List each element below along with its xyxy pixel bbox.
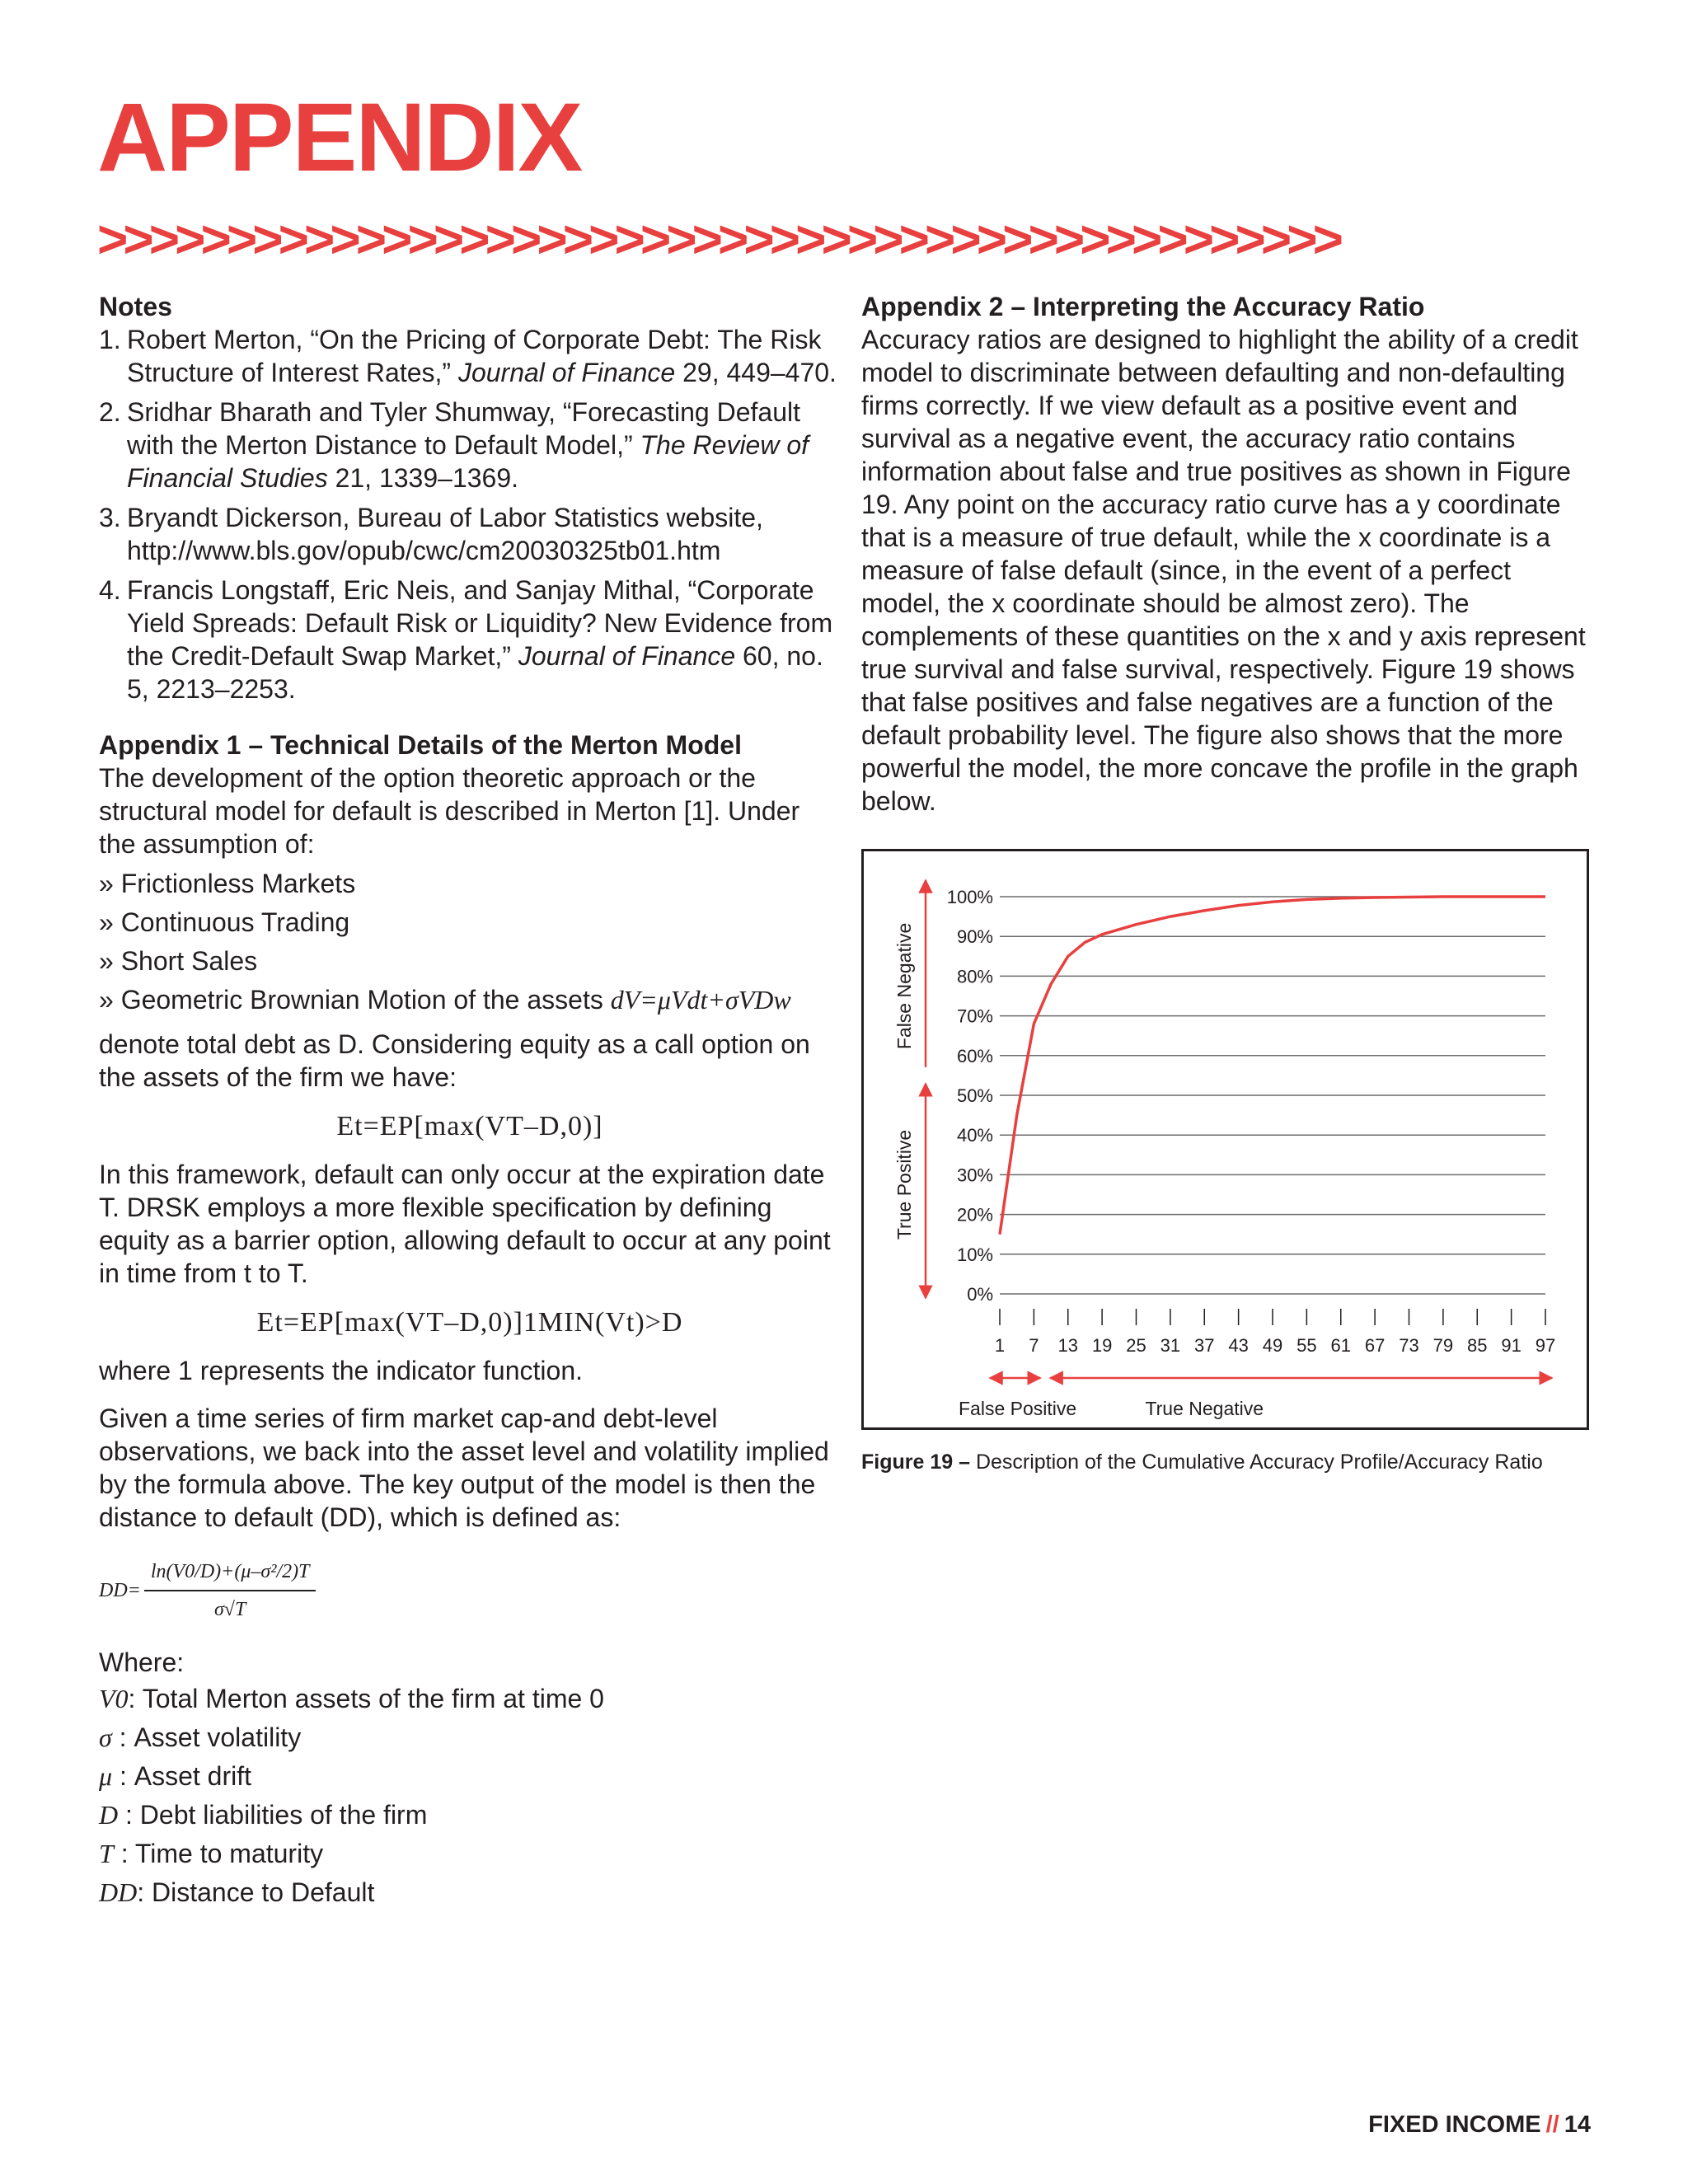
note-journal: Journal of Finance	[457, 358, 676, 387]
x-tick-label: 37	[1194, 1335, 1215, 1356]
y-tick-label: 0%	[967, 1284, 993, 1305]
appendix1-para3: In this framework, default can only occur at the expiration date T. DRSK employs a more flexible specification by defining equity as a barrier option, allowing default to occur at any point in time from t to T.	[99, 1160, 831, 1288]
note-citation: 21, 1339–1369.	[327, 463, 519, 493]
appendix2-heading: Appendix 2 – Interpreting the Accuracy Ratio	[861, 292, 1425, 321]
definition-symbol: T	[99, 1839, 114, 1868]
definition-text: : Asset volatility	[111, 1722, 302, 1752]
definitions-list	[99, 1682, 841, 1909]
x-tick-label: 7	[1029, 1335, 1039, 1356]
x-tick-label: 49	[1262, 1335, 1283, 1356]
notes-heading: Notes	[99, 292, 172, 321]
note-citation: 60, no. 5, 2213–2253.	[127, 641, 823, 704]
x-tick-label: 13	[1057, 1335, 1078, 1356]
y-tick-label: 90%	[956, 926, 993, 948]
definition-text: : Time to maturity	[113, 1839, 324, 1868]
definition-text: : Distance to Default	[137, 1877, 375, 1907]
x-tick-label: 85	[1467, 1335, 1488, 1356]
page-title: APPENDIX	[97, 83, 582, 192]
appendix1-heading: Appendix 1 – Technical Details of the Merton Model	[99, 730, 742, 760]
appendix1-section	[99, 729, 841, 1909]
note-item	[99, 501, 841, 567]
definition-symbol: DD	[99, 1877, 138, 1907]
definition-symbol: σ	[99, 1722, 112, 1752]
definition-item	[99, 1837, 841, 1870]
x-tick-label: 25	[1126, 1335, 1146, 1356]
x-tick-label: 1	[994, 1335, 1006, 1356]
x-tick-label: 79	[1432, 1335, 1454, 1356]
appendix2-body: Accuracy ratios are designed to highlight the ability of a credit model to discriminate between defaulting and non-defaulting firms correctly. If we view default as a positive event and survival as a negative event, the accuracy ratio contains information about false and true positives as shown in Figure 19. Any point on the accuracy ratio curve has a y coordinate that is a measure of true default, while the x coordinate is a measure of false default (since, in the event of a perfect model, the x coordinate should be almost zero). The complements of these quantities on the x and y axis represent true survival and false survival, respectively. Figure 19 shows that false positives and false negatives are a function of the default probability level. The figure also shows that the more powerful the model, the more concave the profile in the graph below.	[861, 325, 1586, 816]
equity-formula: Et=EP[max(VT–D,0)]	[336, 1111, 603, 1141]
barrier-formula: Et=EP[max(VT–D,0)]1MIN(Vt)>D	[256, 1307, 683, 1338]
y-tick-label: 50%	[956, 1085, 993, 1106]
note-journal: The Review of Financial Studies	[127, 430, 809, 493]
x-tick-label: 55	[1296, 1335, 1317, 1356]
definition-text: : Debt liabilities of the firm	[118, 1800, 428, 1830]
x-tick-label: 43	[1228, 1335, 1249, 1356]
note-text: Francis Longstaff, Eric Neis, and Sanjay Mithal, “Corporate Yield Spreads: Default Risk or Liquidity? New Evidence from the Credit-Default Swap Market,”	[127, 575, 833, 671]
y-tick-label: 20%	[956, 1204, 993, 1226]
note-item	[99, 574, 841, 705]
note-number: 2.	[99, 397, 121, 427]
x-label-left: False Positive	[959, 1398, 1077, 1419]
y-tick-label: 80%	[956, 966, 993, 987]
assumption-item: » Frictionless Markets	[99, 869, 356, 898]
page-number: 14	[1564, 2111, 1591, 2138]
accuracy-curve	[1000, 897, 1545, 1235]
dd-denominator: σ√T	[213, 1599, 246, 1620]
x-tick-label: 19	[1091, 1335, 1113, 1356]
dd-numerator: ln(V0/D)+(μ–σ²/2)T	[144, 1555, 316, 1591]
note-item	[99, 396, 841, 494]
definition-item	[99, 1876, 841, 1909]
footer-section: FIXED INCOME	[1368, 2111, 1541, 2138]
definition-item	[99, 1760, 841, 1793]
y-tick-label: 60%	[956, 1045, 993, 1066]
x-tick-label: 31	[1160, 1335, 1181, 1356]
definition-symbol: V0	[99, 1684, 129, 1713]
note-number: 3.	[99, 503, 121, 532]
where-label: Where:	[99, 1647, 185, 1677]
chevron-divider: >>>>>>>>>>>>>>>>>>>>>>>>>>>>>>>>>>>>>>>>>>>>>>>>	[97, 216, 1339, 262]
y-tick-label: 30%	[956, 1165, 993, 1186]
dd-fraction	[144, 1555, 316, 1626]
definition-item	[99, 1682, 841, 1715]
y-tick-label: 10%	[956, 1244, 993, 1265]
notes-list	[99, 323, 841, 705]
footer-separator: //	[1545, 2111, 1559, 2138]
assumption-item: » Short Sales	[99, 946, 258, 976]
dd-lhs: DD=	[99, 1580, 141, 1601]
note-text: Bryandt Dickerson, Bureau of Labor Statistics website, http://www.bls.gov/opub/cwc/cm20030325tb01.htm	[127, 503, 763, 565]
assumption-item: » Continuous Trading	[99, 907, 350, 937]
note-journal: Journal of Finance	[518, 641, 736, 671]
appendix1-para2: denote total debt as D. Considering equity as a call option on the assets of the firm we have:	[99, 1029, 810, 1092]
assumption-text: » Geometric Brownian Motion of the assets	[99, 985, 611, 1015]
note-item	[99, 323, 841, 389]
y-tick-label: 40%	[956, 1125, 993, 1146]
definition-text: : Asset drift	[112, 1761, 251, 1791]
x-tick-label: 91	[1501, 1335, 1522, 1356]
definition-item	[99, 1798, 841, 1831]
note-text: Sridhar Bharath and Tyler Shumway, “Forecasting Default with the Merton Distance to Default Model,”	[127, 397, 800, 460]
note-citation: 29, 449–470.	[675, 358, 837, 387]
x-tick-label: 67	[1364, 1335, 1386, 1356]
y-tick-label: 100%	[946, 887, 993, 907]
figure-caption	[861, 1451, 1543, 1474]
x-tick-label: 61	[1330, 1335, 1351, 1356]
dd-formula	[99, 1555, 841, 1626]
page-footer	[1368, 2111, 1591, 2139]
y-label-upper: False Negative	[893, 922, 915, 1050]
definition-symbol: D	[99, 1800, 119, 1830]
y-tick-label: 70%	[956, 1005, 993, 1027]
x-label-right: True Negative	[1145, 1398, 1264, 1419]
accuracy-chart-svg	[864, 851, 1587, 1427]
left-column	[99, 290, 841, 1915]
definition-symbol: μ	[99, 1761, 113, 1791]
note-number: 1.	[99, 325, 121, 354]
appendix1-para4: where 1 represents the indicator function.	[99, 1356, 583, 1385]
assumption-item	[99, 983, 841, 1016]
accuracy-chart	[861, 849, 1589, 1430]
x-tick-label: 73	[1399, 1335, 1419, 1356]
appendix1-intro: The development of the option theoretic approach or the structural model for default is described in Merton [1]. Under the assumption of:	[99, 763, 800, 859]
definition-item	[99, 1721, 841, 1754]
note-text: Robert Merton, “On the Pricing of Corporate Debt: The Risk Structure of Interest Rates,”	[127, 325, 822, 387]
y-label-lower: True Positive	[893, 1129, 915, 1240]
definition-text: : Total Merton assets of the firm at time 0	[128, 1684, 604, 1713]
caption-text: Description of the Cumulative Accuracy Profile/Accuracy Ratio	[970, 1451, 1543, 1474]
right-column	[861, 290, 1591, 818]
x-tick-label: 97	[1535, 1335, 1556, 1356]
note-number: 4.	[99, 575, 121, 605]
assumption-list	[99, 867, 841, 1016]
appendix1-para5: Given a time series of firm market cap-and debt-level observations, we back into the asset level and volatility implied by the formula above. The key output of the model is then the distance to default (DD), which is defined as:	[99, 1404, 829, 1532]
caption-label: Figure 19 –	[861, 1451, 970, 1474]
gbm-formula: dV=μVdt+σVDw	[610, 985, 791, 1015]
